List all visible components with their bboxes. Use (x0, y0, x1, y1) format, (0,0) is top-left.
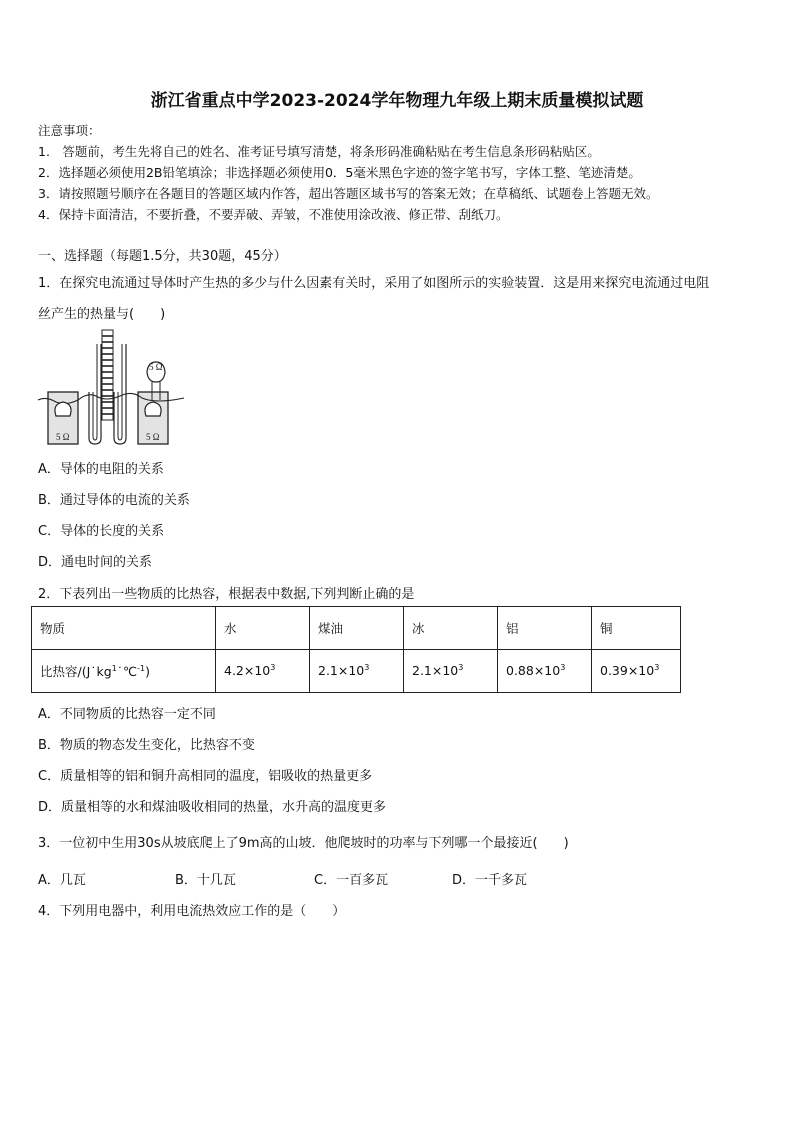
table-header-cell: 冰 (404, 607, 498, 650)
notice-heading: 注意事项： (38, 123, 101, 138)
q3-option-c[interactable]: C．一百多瓦 (314, 873, 389, 888)
section-heading: 一、选择题（每题1.5分，共30题，45分） (38, 249, 287, 264)
q3-option-b[interactable]: B．十几瓦 (175, 873, 236, 888)
table-row (32, 607, 681, 650)
q1-stem-line2: 丝产生的热量与( ) (38, 307, 166, 322)
table-cell: $2.1\times 10^3$ (404, 650, 498, 693)
table-row-label: 比热容$/(J˙kg^1˙℃^{-1})$ (32, 650, 216, 693)
table-cell: $0.88\times 10^3$ (498, 650, 592, 693)
q1-option-d[interactable]: D．通电时间的关系 (38, 555, 153, 570)
q2-option-d[interactable]: D．质量相等的水和煤油吸收相同的热量，水升高的温度更多 (38, 800, 387, 815)
resistor-label-right: 5 Ω (146, 432, 160, 442)
resistor-label-top: 5 Ω (149, 362, 163, 372)
q2-option-a[interactable]: A．不同物质的比热容一定不同 (38, 707, 216, 722)
notice-item-3: 3．请按照题号顺序在各题目的答题区域内作答，超出答题区域书写的答案无效；在草稿纸、试题卷上答题无效。 (38, 186, 659, 201)
q2-option-b[interactable]: B．物质的物态发生变化，比热容不变 (38, 738, 255, 753)
q3-option-a[interactable]: A．几瓦 (38, 873, 86, 888)
table-cell: $4.2\times 10^3$ (216, 650, 310, 693)
q2-stem: 2．下表列出一些物质的比热容，根据表中数据,下列判断止确的是 (38, 587, 415, 602)
table-header-cell: 物质 (32, 607, 216, 650)
page-title: 浙江省重点中学2023-2024学年物理九年级上期末质量模拟试题 (150, 91, 644, 111)
table-header-cell: 铝 (498, 607, 592, 650)
table-cell: $2.1\times 10^3$ (310, 650, 404, 693)
q1-option-a[interactable]: A．导体的电阻的关系 (38, 462, 164, 477)
table-header-cell: 煤油 (310, 607, 404, 650)
q3-option-d[interactable]: D．一千多瓦 (452, 873, 528, 888)
resistor-label-left: 5 Ω (56, 432, 70, 442)
table-header-cell: 水 (216, 607, 310, 650)
q2-option-c[interactable]: C．质量相等的铝和铜升高相同的温度，铝吸收的热量更多 (38, 769, 373, 784)
notice-item-4: 4．保持卡面清洁，不要折叠，不要弄破、弄皱，不准使用涂改液、修正带、刮纸刀。 (38, 207, 509, 222)
notice-item-1: 1. 答题前，考生先将自己的姓名、准考证号填写清楚，将条形码准确粘贴在考生信息条形码粘贴区。 (38, 144, 600, 159)
table-cell: $0.39\times 10^3$ (592, 650, 681, 693)
table-row (32, 650, 681, 693)
q1-stem-line1: 1．在探究电流通过导体时产生热的多少与什么因素有关时，采用了如图所示的实验装置．这是用来探究电流通过电阻 (38, 276, 710, 291)
q3-stem: 3．一位初中生用30s从坡底爬上了9m高的山坡．他爬坡时的功率与下列哪一个最接近( ) (38, 836, 569, 851)
q1-option-b[interactable]: B．通过导体的电流的关系 (38, 493, 190, 508)
notice-item-2: 2．选择题必须使用2B铅笔填涂；非选择题必须使用0．5毫米黑色字迹的签字笔书写，字体工整、笔迹清楚。 (38, 165, 641, 180)
experiment-figure (36, 326, 186, 448)
q1-option-c[interactable]: C．导体的长度的关系 (38, 524, 165, 539)
table-header-cell: 铜 (592, 607, 681, 650)
q4-stem: 4．下列用电器中，利用电流热效应工作的是（ ） (38, 904, 346, 919)
specific-heat-table (31, 606, 681, 693)
